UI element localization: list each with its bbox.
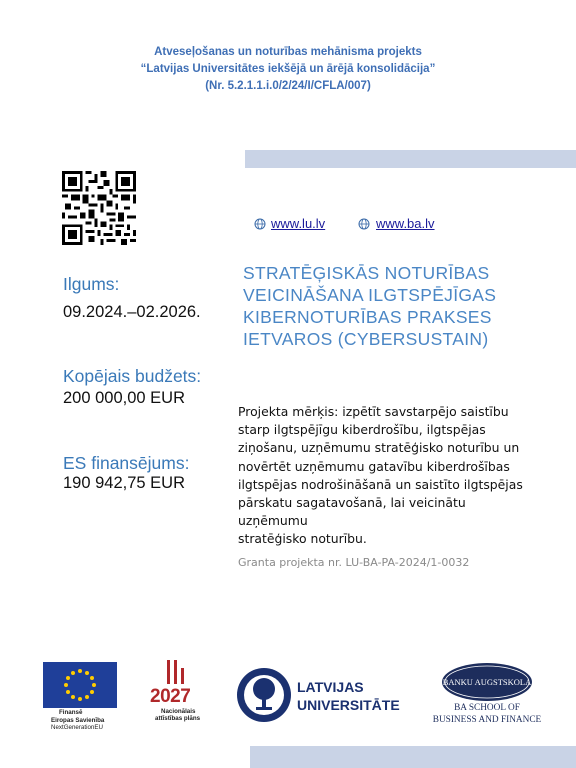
eu-stars-icon xyxy=(43,662,117,708)
qr-code[interactable] xyxy=(62,171,136,245)
description-line-5: ilgtspējas nodrošināšanā un saistīto ilgtspējas xyxy=(238,476,523,492)
lu-website-link[interactable]: www.lu.lv xyxy=(271,216,326,231)
nap-text-line-2: attīstības plāns xyxy=(155,715,201,722)
description-line-3: ziņošanu, uzņēmumu stratēģisko noturību un xyxy=(238,440,520,456)
top-decorative-bar xyxy=(245,150,576,168)
lu-seal-icon xyxy=(236,667,292,723)
ba-oval-text: BANKU AUGSTSKOLA xyxy=(442,677,532,687)
title-line-4: IETVAROS (CYBERSUSTAIN) xyxy=(243,329,489,349)
eu-flag-logo xyxy=(43,662,117,708)
globe-icon xyxy=(358,218,370,230)
bottom-decorative-bar xyxy=(250,746,576,768)
lu-name xyxy=(297,678,400,714)
title-line-1: STRATĒĢISKĀS NOTURĪBAS xyxy=(243,263,490,283)
project-title xyxy=(243,262,563,350)
eu-logo-text xyxy=(43,709,123,732)
lu-name-line-2: UNIVERSITĀTE xyxy=(297,697,400,713)
duration-label: Ilgums: xyxy=(63,274,120,294)
grant-number: Granta projekta nr. LU-BA-PA-2024/1-0032 xyxy=(238,556,470,569)
nap-text-line-1: Nacionālais xyxy=(161,708,196,715)
description-line-7: stratēģisko noturību. xyxy=(238,531,367,547)
project-description xyxy=(238,403,536,549)
title-line-3: KIBERNOTURĪBAS PRAKSES xyxy=(243,307,492,327)
globe-icon xyxy=(254,218,266,230)
budget-value: 200 000,00 EUR xyxy=(63,389,186,407)
header-line-2: “Latvijas Universitātes iekšējā un ārējā konsolidācija” xyxy=(140,63,436,75)
ba-oval-logo-icon xyxy=(441,662,533,702)
description-line-4: novērtēt uzņēmumu gatavību kiberdrošības xyxy=(238,458,510,474)
header-line-1: Atveseļošanas un noturības mehānisma projekts xyxy=(154,46,422,58)
nap-2027-text xyxy=(151,708,211,722)
description-line-1: Projekta mērķis: izpētīt savstarpējo saistību xyxy=(238,404,509,419)
lu-name-line-1: LATVIJAS xyxy=(297,679,364,695)
ba-logo-text xyxy=(430,703,544,727)
eu-funding-value: 190 942,75 EUR xyxy=(63,474,186,492)
nap-2027-number: 2027 xyxy=(150,686,191,707)
duration-value: 09.2024.–02.2026. xyxy=(63,303,201,321)
eu-funding-label: ES finansējums: xyxy=(63,453,190,473)
budget-label: Kopējais budžets: xyxy=(63,366,202,386)
description-line-6: pārskatu sagatavošanā, lai veicinātu uzņēmumu xyxy=(238,495,466,529)
project-header xyxy=(0,44,576,95)
ba-text-line-1: BA SCHOOL OF xyxy=(454,703,520,713)
ba-website-link[interactable]: www.ba.lv xyxy=(376,216,435,231)
eu-text-line-2: Eiropas Savienība xyxy=(51,716,105,724)
eu-text-line-1: Finansē xyxy=(59,709,83,716)
header-line-3: (Nr. 5.2.1.1.i.0/2/24/I/CFLA/007) xyxy=(205,80,371,92)
eu-text-line-3: NextGenerationEU xyxy=(51,724,103,732)
description-line-2: starp ilgtspējīgu kiberdrošību, ilgtspējas xyxy=(238,422,486,438)
title-line-2: VEICINĀŠANA ILGTSPĒJĪGAS xyxy=(243,285,497,305)
ba-text-line-2: BUSINESS AND FINANCE xyxy=(432,714,542,725)
